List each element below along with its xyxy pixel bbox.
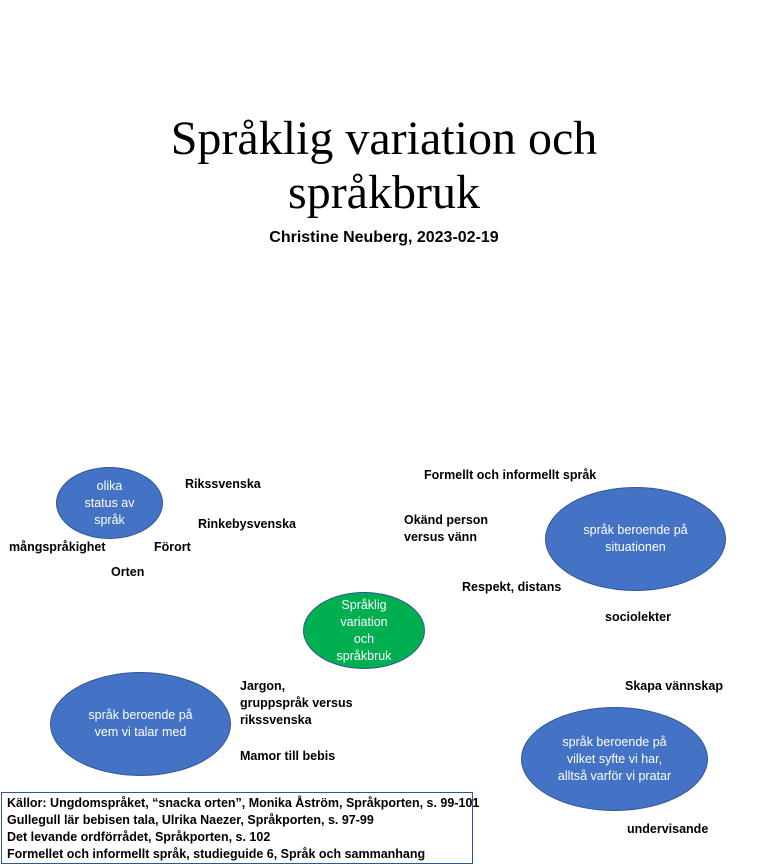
label-sociolekter: sociolekter bbox=[605, 610, 672, 624]
label-okand-line-2: versus vänn bbox=[404, 530, 477, 544]
label-fororten: Förort bbox=[154, 540, 191, 554]
title-line-1: Språklig variation och bbox=[170, 112, 598, 165]
label-formellt: Formellt och informellt språk bbox=[424, 468, 597, 482]
label-mangsprakighet: mångspråkighet bbox=[9, 540, 106, 554]
sources-box bbox=[1, 792, 480, 864]
label-orten: Orten bbox=[111, 565, 145, 579]
label-jargon-line-1: Jargon, bbox=[240, 679, 286, 693]
label-jargon bbox=[240, 678, 353, 729]
ellipse-situation bbox=[545, 487, 726, 591]
title-line-2: språkbruk bbox=[288, 166, 480, 219]
label-mamor: Mamor till bebis bbox=[240, 749, 336, 763]
label-skapa: Skapa vännskap bbox=[625, 679, 723, 693]
label-jargon-line-2: gruppspråk versus bbox=[240, 696, 353, 710]
source-line: Formellet och informellt språk, studieguide 6, Språk och sammanhang bbox=[7, 847, 426, 861]
ellipse-who-text: språk beroende på vem vi talar med bbox=[88, 708, 193, 739]
ellipse-center-text: Språklig variation och språkbruk bbox=[336, 597, 392, 663]
ellipse-who bbox=[50, 672, 231, 776]
source-line: Det levande ordförrådet, Språkporten, s. 102 bbox=[7, 830, 271, 844]
source-line: Gullegull lär bebisen tala, Ulrika Naezer, Språkporten, s. 97-99 bbox=[7, 813, 374, 827]
label-okand bbox=[404, 512, 488, 546]
label-okand-line-1: Okänd person bbox=[404, 513, 489, 527]
label-respekt: Respekt, distans bbox=[462, 580, 562, 594]
ellipse-center bbox=[303, 592, 425, 669]
ellipse-status-text: olika status av språk bbox=[84, 478, 135, 527]
label-rikssvenska: Rikssvenska bbox=[185, 477, 261, 491]
label-undervisande: undervisande bbox=[627, 822, 709, 836]
label-jargon-line-3: rikssvenska bbox=[240, 713, 312, 727]
page-title bbox=[84, 112, 684, 220]
source-line: Källor: Ungdomspråket, “snacka orten”, Monika Åström, Språkporten, s. 99-101 bbox=[7, 796, 480, 810]
subtitle: Christine Neuberg, 2023-02-19 bbox=[269, 229, 499, 246]
label-rinkebysvenska: Rinkebysvenska bbox=[198, 517, 296, 531]
ellipse-purpose-text: språk beroende på vilket syfte vi har, alltså varför vi pratar bbox=[557, 734, 672, 783]
ellipse-purpose bbox=[521, 707, 708, 811]
ellipse-situation-text: språk beroende på situationen bbox=[583, 523, 688, 554]
ellipse-status bbox=[56, 467, 163, 539]
